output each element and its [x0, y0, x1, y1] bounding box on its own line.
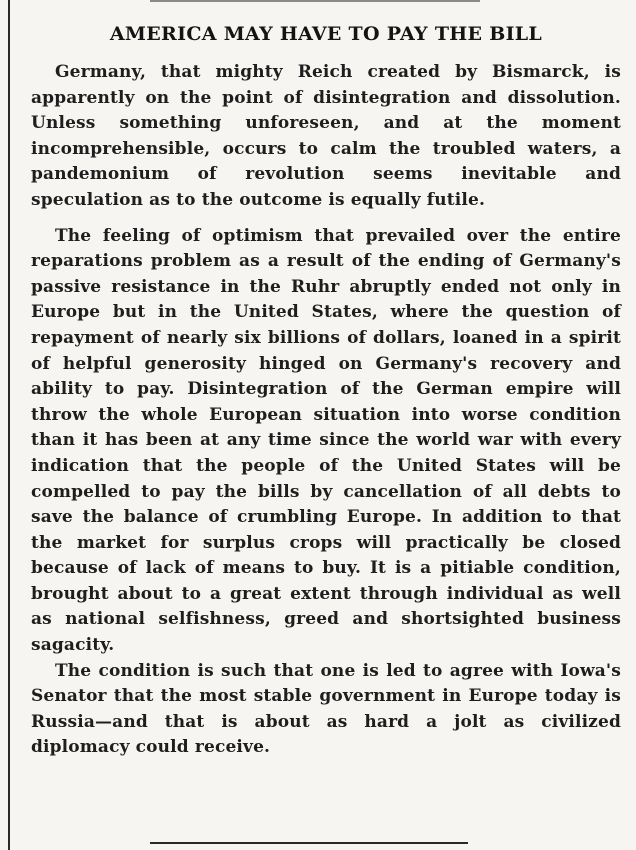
headline: AMERICA MAY HAVE TO PAY THE BILL [109, 23, 543, 45]
top-rule [150, 0, 480, 2]
editorial-article [31, 20, 621, 761]
paragraph-3: The condition is such that one is led to agree with Iowa's Senator that the most stable government in Europe today is Russia—and that is about as hard a jolt as civilized diplomacy could receive. [31, 660, 621, 758]
paragraph-2: The feeling of optimism that prevailed over the entire reparations problem as a result of the ending of Germany's passive resistance in the Ruhr abruptly ended not only in Europe but in the United States, where the question of repayment of nearly six billions of dollars, loaned in a spirit of helpful generosity hinged on Germany's recovery and ability to pay. Disintegration of the German empire will throw the whole European situation into worse condition than it has been at any time since the world war with every indication that the people of the United States will be compelled to pay the bills by cancellation of all debts to save the balance of crumbling Europe. In addition to that the market for surplus crops will practically be closed because of lack of means to buy. It is a pitiable condition, brought about to a great extent through individual as well as national selfishness, greed and shortsighted business sagacity. [31, 225, 621, 656]
paragraph-1: Germany, that mighty Reich created by Bismarck, is apparently on the point of disintegration and dissolution. Unless something unforeseen, and at the moment incomprehensible, occurs to calm the troubled waters, a pandemonium of revolution seems inevitable and speculation as to the outcome is equally futile. [31, 62, 621, 210]
column-rule [8, 0, 10, 850]
end-rule [150, 842, 468, 844]
